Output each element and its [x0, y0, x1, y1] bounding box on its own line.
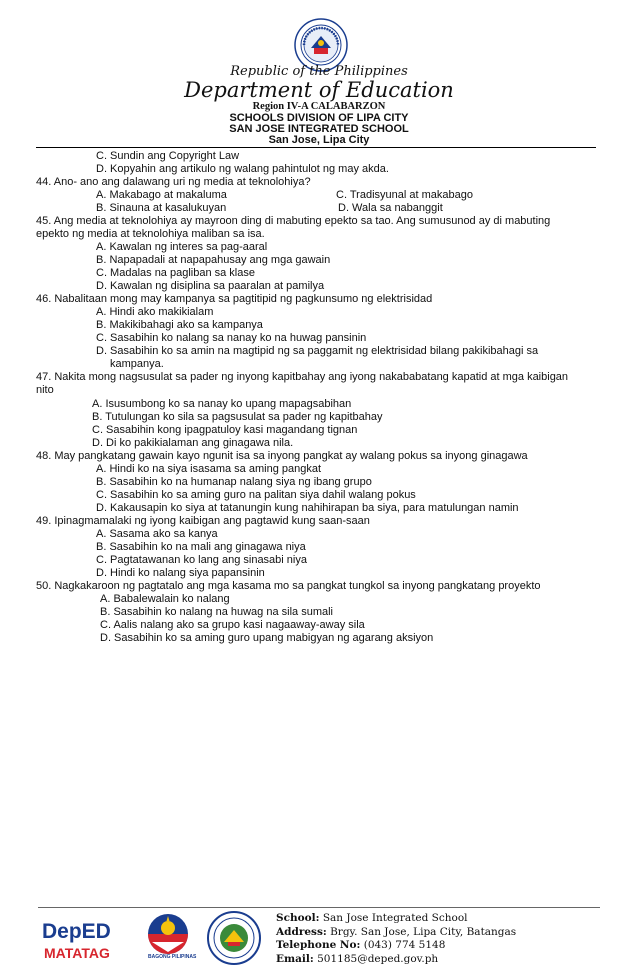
choice-50a: A. Babalewalain ko nalang	[100, 593, 230, 605]
school-seal-icon	[206, 910, 262, 966]
choice-45a: A. Kawalan ng interes sa pag-aaral	[96, 241, 268, 253]
footer-address-label: Address:	[276, 925, 327, 938]
question-46: 46. Nabalitaan mong may kampanya sa pagtitipid ng pagkunsumo ng elektrisidad	[36, 293, 433, 305]
footer-phone-line	[276, 939, 516, 953]
question-49: 49. Ipinagmamalaki ng iyong kaibigan ang pagtawid kung saan-saan	[36, 515, 370, 527]
place-heading: San Jose, Lipa City	[268, 134, 370, 146]
bagong-pilipinas-caption: BAGONG PILIPINAS	[148, 954, 197, 960]
region-heading: Region IV-A CALABARZON	[252, 101, 386, 112]
choice-46b: B. Makikibahagi ako sa kampanya	[96, 319, 263, 331]
question-47-line1: 47. Nakita mong nagsusulat sa pader ng inyong kapitbahay ang iyong nakababatang kapatid at mga kaibigan	[36, 371, 569, 383]
choice-43c: C. Sundin ang Copyright Law	[96, 150, 240, 162]
footer-school-label: School:	[276, 912, 320, 924]
republic-heading: Republic of the Philippines	[230, 64, 408, 79]
choice-43d: D. Kopyahin ang artikulo ng walang pahintulot ng may akda.	[96, 163, 389, 175]
footer-address-line	[276, 926, 516, 940]
choice-50b: B. Sasabihin ko nalang na huwag na sila sumali	[100, 606, 333, 618]
footer-school-line	[276, 912, 516, 926]
question-47-line2: nito	[36, 384, 54, 396]
choice-47c: C. Sasabihin kong ipagpatuloy kasi magandang tignan	[92, 424, 358, 436]
question-45-line2: epekto ng media at teknolohiya maliban sa isa.	[36, 228, 265, 240]
choice-48b: B. Sasabihin ko na humanap nalang siya ng ibang grupo	[96, 476, 372, 488]
choice-47b: B. Tutulungan ko sila sa pagsusulat sa pader ng kapitbahay	[92, 411, 383, 423]
footer-school-value: San Jose Integrated School	[319, 912, 468, 924]
footer-phone-value: (043) 774 5148	[360, 939, 446, 951]
question-45-line1: 45. Ang media at teknolohiya ay mayroon ding di mabuting epekto sa tao. Ang sumusunod ay di mabuting	[36, 215, 551, 227]
question-44: 44. Ano- ano ang dalawang uri ng media at teknolohiya?	[36, 176, 311, 188]
choice-47a: A. Isusumbong ko sa nanay ko upang mapagsabihan	[92, 398, 352, 410]
header-divider	[36, 147, 596, 148]
choice-48c: C. Sasabihin ko sa aming guro na palitan siya dahil walang pokus	[96, 489, 416, 501]
choice-49a: A. Sasama ako sa kanya	[96, 528, 218, 540]
choice-45c: C. Madalas na pagliban sa klase	[96, 267, 255, 279]
choice-50d: D. Sasabihin ko sa aming guro upang mabigyan ng agarang aksiyon	[100, 632, 434, 644]
footer-email-label: Email:	[276, 952, 314, 965]
footer-divider	[38, 907, 600, 908]
division-heading: SCHOOLS DIVISION OF LIPA CITY	[229, 112, 409, 124]
choice-44d: D. Wala sa nabanggit	[338, 202, 443, 214]
footer-phone-label: Telephone No:	[276, 939, 361, 951]
choice-47d: D. Di ko pakikialaman ang ginagawa nila.	[92, 437, 294, 449]
choice-44c: C. Tradisyunal at makabago	[336, 189, 473, 201]
choice-46d-line2: kampanya.	[110, 358, 164, 370]
choice-44b: B. Sinauna at kasalukuyan	[96, 202, 227, 214]
choice-45b: B. Napapadali at napapahusay ang mga gawain	[96, 254, 331, 266]
choice-46d-line1: D. Sasabihin ko sa amin na magtipid ng sa paggamit ng elektrisidad bilang pakikibahagi sa	[96, 345, 539, 357]
question-48: 48. May pangkatang gawain kayo ngunit isa sa inyong pangkat ay walang pokus sa inyong ginagawa	[36, 450, 528, 462]
footer-email-line	[276, 953, 516, 967]
matatag-logo-text: MATATAG	[44, 945, 110, 961]
question-50: 50. Nagkakaroon ng pagtatalo ang mga kasama mo sa pangkat tungkol sa inyong pangkatang proyekto	[36, 580, 541, 592]
department-heading: Department of Education	[184, 78, 454, 102]
choice-48d: D. Kakausapin ko siya at tatanungin kung nahihirapan ba siya, para matulungan namin	[96, 502, 519, 514]
choice-45d: D. Kawalan ng disiplina sa paaralan at pamilya	[96, 280, 325, 292]
choice-48a: A. Hindi ko na siya isasama sa aming pangkat	[96, 463, 322, 475]
deped-matatag-logo	[38, 916, 130, 964]
choice-49c: C. Pagtatawanan ko lang ang sinasabi niya	[96, 554, 307, 566]
choice-46c: C. Sasabihin ko nalang sa nanay ko na huwag pansinin	[96, 332, 367, 344]
footer-contact	[276, 912, 516, 966]
choice-49b: B. Sasabihin ko na mali ang ginagawa niya	[96, 541, 306, 553]
choice-46a: A. Hindi ako makikialam	[96, 306, 214, 318]
choice-44a: A. Makabago at makaluma	[96, 189, 227, 201]
footer-email-value: 501185@deped.gov.ph	[313, 952, 439, 965]
choice-50c: C. Aalis nalang ako sa grupo kasi nagaaway-away sila	[100, 619, 365, 631]
choice-49d: D. Hindi ko nalang siya papansinin	[96, 567, 265, 579]
school-heading: SAN JOSE INTEGRATED SCHOOL	[229, 123, 409, 135]
deped-logo-text: DepED	[42, 920, 111, 943]
footer-address-value: Brgy. San Jose, Lipa City, Batangas	[326, 925, 517, 938]
